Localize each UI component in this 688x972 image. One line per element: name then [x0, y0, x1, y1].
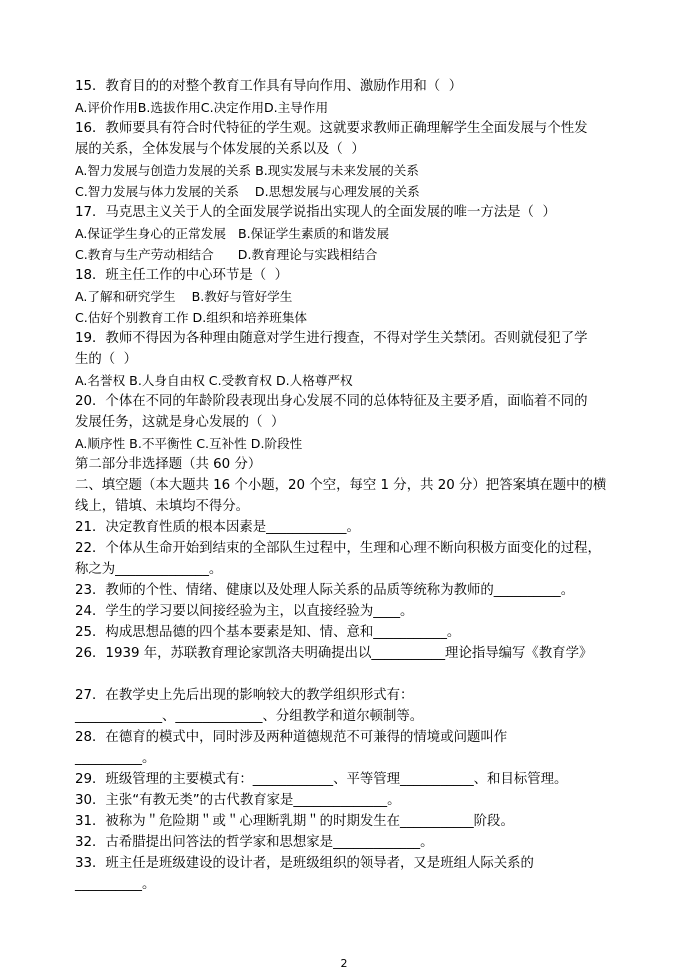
question-21: 21．决定教育性质的根本因素是____________。 [75, 520, 360, 535]
question-19-stem-line-2: 生的（ ） [75, 352, 138, 367]
question-27-line-1: 27．在教学史上先后出现的影响较大的教学组织形式有： [75, 688, 414, 703]
question-16-options-cd: C.智力发展与体力发展的关系 D.思想发展与心理发展的关系 [75, 184, 420, 199]
question-27-line-2: _____________、_____________、分组教学和道尔顿制等。 [75, 709, 424, 724]
fill-in-instructions-line-1: 二、填空题（本大题共 16 个小题，20 个空，每空 1 分，共 20 分）把答案填在题中的横 [75, 478, 607, 493]
question-29: 29．班级管理的主要模式有：____________、平等管理___________、和目标管理。 [75, 772, 568, 787]
question-28-line-1: 28．在德育的模式中，同时涉及两种道德规范不可兼得的情境或问题叫作 [75, 730, 508, 745]
question-24: 24．学生的学习要以间接经验为主，以直接经验为____。 [75, 604, 414, 619]
question-20-stem-line-1: 20．个体在不同的年龄阶段表现出身心发展不同的总体特征及主要矛盾，面临着不同的 [75, 394, 588, 409]
question-17-options-ab: A.保证学生身心的正常发展 B.保证学生素质的和谐发展 [75, 226, 390, 241]
question-16-options-ab: A.智力发展与创造力发展的关系 B.现实发展与未来发展的关系 [75, 163, 419, 178]
question-25: 25．构成思想品德的四个基本要素是知、情、意和___________。 [75, 625, 461, 640]
question-26: 26．1939 年，苏联教育理论家凯洛夫明确提出以___________理论指导编写《教育学》 [75, 646, 593, 661]
question-33-line-1: 33．班主任是班级建设的设计者，是班级组织的领导者，又是班组人际关系的 [75, 856, 534, 871]
question-22-line-2: 称之为______________。 [75, 562, 223, 577]
question-16-stem-line-1: 16．教师要具有符合时代特征的学生观。这就要求教师正确理解学生全面发展与个性发 [75, 121, 588, 136]
question-23: 23．教师的个性、情绪、健康以及处理人际关系的品质等统称为教师的__________。 [75, 583, 575, 598]
question-28-line-2: __________。 [75, 751, 156, 766]
question-22-line-1: 22．个体从生命开始到结束的全部队生过程中，生理和心理不断向积极方面变化的过程， [75, 541, 601, 556]
section-heading: 第二部分非选择题（共 60 分） [75, 457, 262, 472]
question-17-options-cd: C.教育与生产劳动相结合 D.教育理论与实践相结合 [75, 247, 378, 262]
question-32: 32．古希腊提出问答法的哲学家和思想家是_____________。 [75, 835, 434, 850]
question-33-line-2: __________。 [75, 877, 156, 892]
question-18-options-ab: A.了解和研究学生 B.教好与管好学生 [75, 289, 293, 304]
question-31: 31．被称为＂危险期＂或＂心理断乳期＂的时期发生在___________阶段。 [75, 814, 514, 829]
question-16-stem-line-2: 展的关系，全体发展与个体发展的关系以及（ ） [75, 142, 365, 157]
question-20-stem-line-2: 发展任务，这就是身心发展的（ ） [75, 415, 285, 430]
question-18-stem: 18．班主任工作的中心环节是（ ） [75, 268, 289, 283]
question-18-options-cd: C.估好个别教育工作 D.组织和培养班集体 [75, 310, 308, 325]
question-15-options: A.评价作用B.选拔作用C.决定作用D.主导作用 [75, 100, 329, 115]
question-15-stem: 15．教育目的的对整个教育工作具有导向作用、激励作用和（ ） [75, 79, 463, 94]
question-19-options: A.名誉权 B.人身自由权 C.受教育权 D.人格尊严权 [75, 373, 353, 388]
question-30: 30．主张“有教无类”的古代教育家是______________。 [75, 793, 401, 808]
question-20-options: A.顺序性 B.不平衡性 C.互补性 D.阶段性 [75, 436, 303, 451]
question-19-stem-line-1: 19．教师不得因为各种理由随意对学生进行搜查，不得对学生关禁闭。否则就侵犯了学 [75, 331, 588, 346]
question-17-stem: 17．马克思主义关于人的全面发展学说指出实现人的全面发展的唯一方法是（ ） [75, 205, 556, 220]
page-number: 2 [340, 957, 348, 970]
fill-in-instructions-line-2: 线上，错填、未填均不得分。 [75, 499, 250, 514]
